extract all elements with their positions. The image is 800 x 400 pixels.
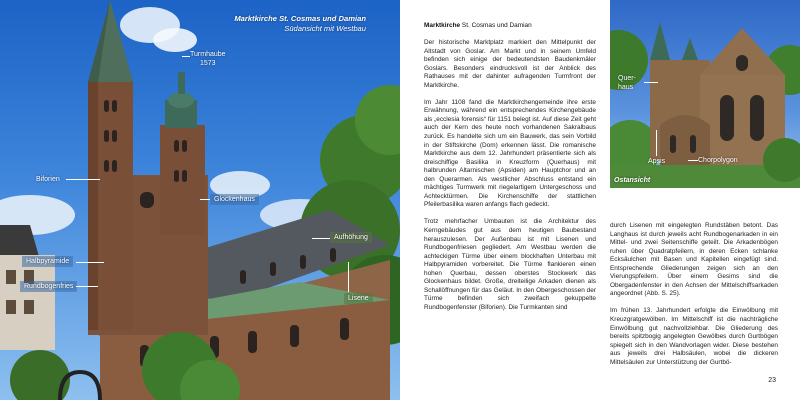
text-page <box>400 0 800 400</box>
label-halbpyramide: Halbpyramide <box>22 256 73 267</box>
photo-caption <box>234 14 366 34</box>
pointer-line <box>182 56 190 57</box>
pointer-line <box>656 130 657 156</box>
paragraph: Trotz mehrfacher Umbauten ist die Architektur des Kerngebäudes gut aus dem heutigen Baubestand herauszulesen. Der Außenbau ist mit Lisenen und Rundbogenfriesen gegliedert. Am Westbau werden die achteckigen Türme über einem blockhaften Unterbau mit Halbpyramiden vorbereitet. Die Türme flankieren einen hohen Querbau, dessen oberstes Stockwerk das Glockenhaus bildet. Große, dreiteilige Arkaden dienen als Schallöffnungen für das Geläut. In den Obergeschossen der Türme befinden sich zweifach gekuppelte Rundbogenfenster (Biforien). Die Turmkanten sind <box>424 218 596 311</box>
label-turmhaube: Turmhaube 1573 <box>190 51 226 67</box>
caption-title: Marktkirche St. Cosmas und Damian <box>234 14 366 23</box>
pointer-line <box>348 262 349 292</box>
church-photo-east <box>610 0 800 188</box>
page-number: 23 <box>768 377 776 384</box>
pointer-line <box>76 286 98 287</box>
label-rundbogenfries: Rundbogenfries <box>20 281 77 292</box>
paragraph: Im Jahr 1108 fand die Marktkirchengemeinde ihre erste Erwähnung, während ein entsprechendes Kirchengebäude als „ecclesia forensis“ für 1151 belegt ist. Auf diese Zeit geht auch der Kern des heute noch vorhandenen Sakralbaus zurück. Es handelte sich um ein Bauwerk, das sein Vorbild in der Stiftskirche (Dom) erkennen lässt. Die romanische Marktkirche aus dem 12. Jahrhundert präsentierte sich als dreischiffige Basilika in Kreuzform (Querhaus) mit halbrunden Altarnischen (Apsiden) am Hauptchor und an den Querarmen. Als westlicher Abschluss entstand ein mächtiges Turmwerk mit riegelartigem Untergeschoss und Achtecktürmen. Die Kirchenschiffe der stattlichen Pfeilerbasilika waren anfangs flach gedeckt. <box>424 98 596 209</box>
label-biforien: Biforien <box>36 176 60 183</box>
pointer-line <box>644 82 658 83</box>
label-glockenhaus: Glockenhaus <box>210 194 259 205</box>
paragraph: Der historische Marktplatz markiert den Mittelpunkt der Altstadt von Goslar. Am Markt und in seinem Umfeld befinden sich einige der bedeutendsten Baudenkmäler Goslars. Besonders eindrucksvoll ist der Anblick des Rathauses mit der dahinter aufragenden Turmfront der Marktkirche. <box>424 39 596 89</box>
paragraph: Im frühen 13. Jahrhundert erfolgte die Einwölbung mit Kreuzgratgewölben. Im Mittelschiff ist die nachträgliche Einwölbung gut nachvollziehbar. Die Gliederung des bereits spitzbogig angelegten Gewölbes durch Gurtbögen spiegelt sich in den Wandvorlagen wider. Diese bestehen aus jeweils drei Halbsäulen, wobei die dickeren Mittelsäulen zur Unterstützung der Gurtbö- <box>610 307 778 366</box>
section-heading: Marktkirche St. Cosmas und Damian <box>424 22 532 29</box>
label-ostansicht: Ostansicht <box>614 177 651 184</box>
pointer-line <box>76 262 104 263</box>
text-column-left <box>424 22 596 321</box>
pointer-line <box>66 179 100 180</box>
pointer-line <box>200 199 210 200</box>
label-chorpolygon: Chorpolygon <box>698 157 738 164</box>
paragraph: durch Lisenen mit eingelegten Rundstäben betont. Das Langhaus ist durch jeweils acht Rundbogenarkaden in ein Mittel- und zwei Seitenschiffe geteilt. Die Arkadenbögen ruhen über Quadratpfeilern, in deren Ecken schlanke Ecksäulchen mit Basen und Kapitellen eingefügt sind. Entsprechende Gliederungen zeigen sich an den Vierungspfeilern. Über einem Gesims sind die Obergadenfenster in den Achsen der Mittelschiffsarkaden angeordnet (Abb. S. 25). <box>610 222 778 298</box>
caption-subtitle: Südansicht mit Westbau <box>284 24 366 33</box>
label-aufhoehung: Aufhöhung <box>330 232 372 243</box>
pointer-line <box>312 238 330 239</box>
text-column-right <box>610 222 778 376</box>
label-apsis: Apsis <box>648 158 666 165</box>
pointer-line <box>688 160 698 161</box>
label-querhaus: Quer- haus <box>618 75 636 91</box>
label-lisene: Lisene <box>344 293 373 304</box>
